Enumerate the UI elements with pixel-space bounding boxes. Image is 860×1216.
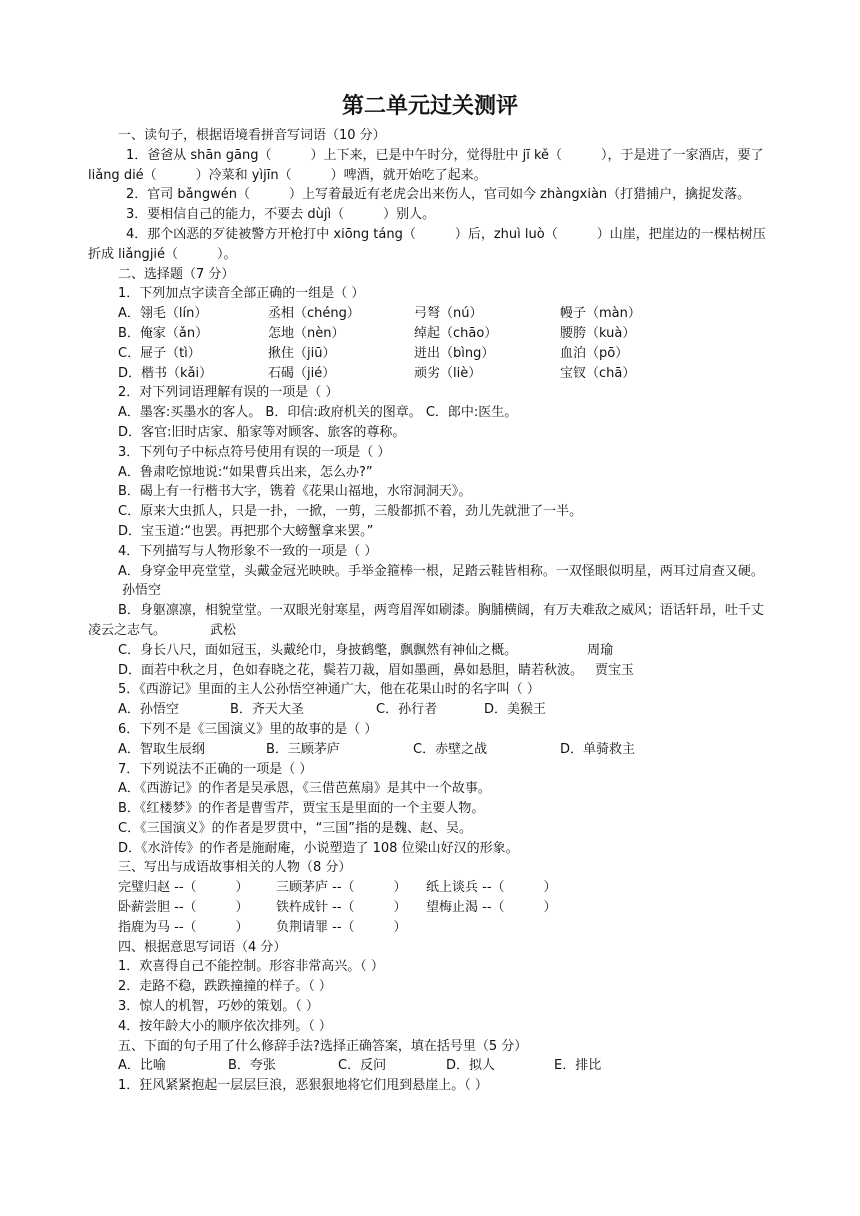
- s2-q7-option-b: B．《红楼梦》的作者是曹雪芹，贾宝玉是里面的一个主要人物。: [118, 801, 485, 817]
- option-cell: D．美猴王: [484, 702, 547, 718]
- option-cell: 揪住（jiū）: [268, 345, 336, 361]
- option-text: A．身穿金甲亮堂堂，头戴金冠光映映。手举金箍棒一根，足踏云鞋皆相称。一双怪眼似明星，两耳过肩查又硬。: [118, 563, 764, 579]
- s2-q3-option-c: C．原来大虫抓人，只是一扑，一掀，一剪，三般都抓不着，劲儿先就泄了一半。: [118, 504, 583, 520]
- option-cell: 血泊（pō）: [560, 345, 629, 361]
- idiom-item: 完璧归赵 --（ ）: [118, 880, 249, 896]
- option-cell: A．孙悟空: [118, 702, 179, 718]
- option-cell: 顽劣（liè）: [414, 365, 482, 381]
- character-name: 周瑜: [587, 642, 614, 658]
- s2-q4-option-b: [88, 601, 773, 641]
- option-text: B．身躯凛凛，相貌堂堂。一双眼光射寒星，两弯眉浑如刷漆。胸脯横阔，有万夫难敌之威风；语话轩昂，吐千丈凌云之志气。: [88, 603, 764, 638]
- s2-q7-option-a: A．《西游记》的作者是吴承恩，《三借芭蕉扇》是其中一个故事。: [118, 781, 491, 797]
- s1-q3: [118, 205, 773, 225]
- idiom-item: 指鹿为马 --（ ）: [118, 919, 249, 935]
- option-cell: 宝钗（chā）: [560, 365, 636, 381]
- s4-q1: 1．欢喜得自己不能控制。形容非常高兴。（ ）: [118, 959, 384, 975]
- section-5-heading: 五、下面的句子用了什么修辞手法?选择正确答案，填在括号里（5 分）: [118, 1038, 528, 1054]
- s4-q3: 3．惊人的机智，巧妙的策划。（ ）: [118, 999, 319, 1015]
- s2-q3-option-b: B．碣上有一行楷书大字，镌着《花果山福地，水帘洞洞天》。: [118, 484, 472, 500]
- s1-q4-text: 4．那个凶恶的歹徒被警方开枪打中 xiōng táng（ ）后，zhuì luò（ ）山崖，把崖边的一棵枯树压折成 liǎngjié（ ）。: [88, 226, 766, 262]
- s1-q2: [88, 185, 773, 205]
- s2-q1-option-row-d: [118, 364, 773, 384]
- idiom-item: 三顾茅庐 --（ ）: [276, 880, 407, 896]
- s2-q4-option-a: [88, 562, 773, 602]
- s2-q1-stem: 1．下列加点字读音全部正确的一组是（ ）: [118, 286, 365, 302]
- option-cell: 怎地（nèn）: [268, 325, 345, 341]
- s1-q1-text: 1．爸爸从 shān gāng（ ）上下来，已是中午时分，觉得肚中 jī kě（ ），于是进了一家酒店，要了 liǎng dié（ ）冷菜和 yìjīn（ ）啤酒，就开始吃了起来。: [88, 147, 764, 183]
- s2-q2-line-2: D．客官:旧时店家、船家等对顾客、旅客的尊称。: [118, 424, 406, 440]
- section-1-heading: 一、读句子，根据语境看拼音写词语（10 分）: [118, 128, 386, 143]
- s2-q6-stem: 6．下列不是《三国演义》里的故事的是（ ）: [118, 721, 378, 737]
- s2-q5-options: [118, 700, 773, 720]
- s2-q4-option-d: [118, 661, 773, 681]
- idiom-item: 铁杵成针 --（ ）: [276, 900, 407, 916]
- s2-q3-option-a: A．鲁肃吃惊地说:“如果曹兵出来，怎么办?”: [118, 464, 373, 480]
- option-cell: C．反问: [338, 1058, 387, 1074]
- idiom-item: 望梅止渴 --（ ）: [426, 900, 557, 916]
- section-3-heading: 三、写出与成语故事相关的人物（8 分）: [118, 860, 352, 876]
- section-4-heading: 四、根据意思写词语（4 分）: [118, 939, 287, 955]
- character-name: 孙悟空: [122, 583, 162, 599]
- s1-q1: [88, 146, 773, 186]
- option-cell: B．夸张: [228, 1058, 276, 1074]
- option-cell: 弓弩（nú）: [414, 306, 483, 322]
- page-title: 第二单元过关测评: [341, 94, 518, 119]
- option-cell: 迸出（bìng）: [414, 345, 495, 361]
- option-cell: D．拟人: [446, 1058, 496, 1074]
- s2-q5-stem: 5．《西游记》里面的主人公孙悟空神通广大，他在花果山时的名字叫（ ）: [118, 682, 540, 698]
- option-cell: C．赤壁之战: [413, 741, 488, 757]
- s2-q7-stem: 7．下列说法不正确的一项是（ ）: [118, 761, 313, 777]
- option-text: C．身长八尺，面如冠玉，头戴纶巾，身披鹤氅，飘飘然有神仙之概。: [118, 642, 518, 658]
- option-cell: C．屉子（tì）: [118, 345, 201, 361]
- option-cell: C．孙行者: [376, 702, 438, 718]
- option-cell: 丞相（chéng）: [268, 306, 360, 322]
- idiom-item: 纸上谈兵 --（ ）: [426, 880, 557, 896]
- s2-q2-line-1: A．墨客:买墨水的客人。 B．印信:政府机关的图章。 C．郎中:医生。: [118, 405, 518, 421]
- s2-q4-option-c: [118, 641, 773, 661]
- s2-q3-option-d: D．宝玉道:“也罢。再把那个大螃蟹拿来罢。”: [118, 523, 374, 539]
- idiom-item: 负荆请罪 --（ ）: [276, 919, 407, 935]
- s2-q1-option-row-c: [118, 344, 773, 364]
- exam-content: [88, 126, 773, 1096]
- s2-q6-options: [118, 740, 773, 760]
- s2-q7-option-c: C．《三国演义》的作者是罗贯中，“三国”指的是魏、赵、吴。: [118, 820, 473, 836]
- s3-row-1: [118, 878, 773, 898]
- option-cell: B．俺家（ǎn）: [118, 325, 209, 341]
- s2-q1-option-row-b: [118, 324, 773, 344]
- option-cell: 绰起（chāo）: [414, 325, 498, 341]
- s4-q4: 4．按年龄大小的顺序依次排列。（ ）: [118, 1018, 332, 1034]
- s5-options: [118, 1056, 773, 1076]
- idiom-item: 卧薪尝胆 --（ ）: [118, 900, 249, 916]
- s3-row-3: [118, 918, 773, 938]
- s5-q1: 1．狂风紧紧抱起一层层巨浪，恶狠狠地将它们甩到悬崖上。（ ）: [118, 1078, 488, 1094]
- s1-q4: [88, 225, 773, 265]
- option-cell: A．比喻: [118, 1058, 166, 1074]
- option-cell: D．楷书（kǎi）: [118, 365, 213, 381]
- option-text: D．面若中秋之月，色如春晓之花，鬓若刀裁，眉如墨画，鼻如悬胆，睛若秋波。: [118, 662, 584, 678]
- s3-row-2: [118, 898, 773, 918]
- character-name: 武松: [210, 622, 237, 638]
- option-cell: B．三顾茅庐: [266, 741, 340, 757]
- option-cell: D．单骑救主: [560, 741, 636, 757]
- s2-q1-option-row-a: [118, 304, 773, 324]
- option-cell: B．齐天大圣: [230, 702, 304, 718]
- character-name: 贾宝玉: [595, 662, 635, 678]
- s1-q2-text: 2．官司 bǎngwén（ ）上写着最近有老虎会出来伤人，官司如今 zhàngxiàn（打猎捕户，擒捉发落。: [126, 187, 751, 203]
- option-cell: A．智取生辰纲: [118, 741, 205, 757]
- s2-q4-stem: 4．下列描写与人物形象不一致的一项是（ ）: [118, 543, 378, 559]
- s2-q3-stem: 3．下列句子中标点符号使用有误的一项是（ ）: [118, 444, 391, 460]
- option-cell: A．翎毛（lín）: [118, 306, 208, 322]
- s2-q7-option-d: D．《水浒传》的作者是施耐庵，小说塑造了 108 位梁山好汉的形象。: [118, 840, 519, 856]
- option-cell: E．排比: [554, 1058, 602, 1074]
- s1-q3-text: 3．要相信自己的能力，不要去 dùjì（ ）别人。: [126, 207, 436, 223]
- option-cell: 幔子（màn）: [560, 306, 641, 322]
- s4-q2: 2．走路不稳，跌跌撞撞的样子。（ ）: [118, 979, 332, 995]
- option-cell: 腰胯（kuà）: [560, 325, 636, 341]
- option-cell: 石碣（jié）: [268, 365, 336, 381]
- section-2-heading: 二、选择题（7 分）: [118, 266, 235, 282]
- s2-q2-stem: 2．对下列词语理解有误的一项是（ ）: [118, 385, 339, 401]
